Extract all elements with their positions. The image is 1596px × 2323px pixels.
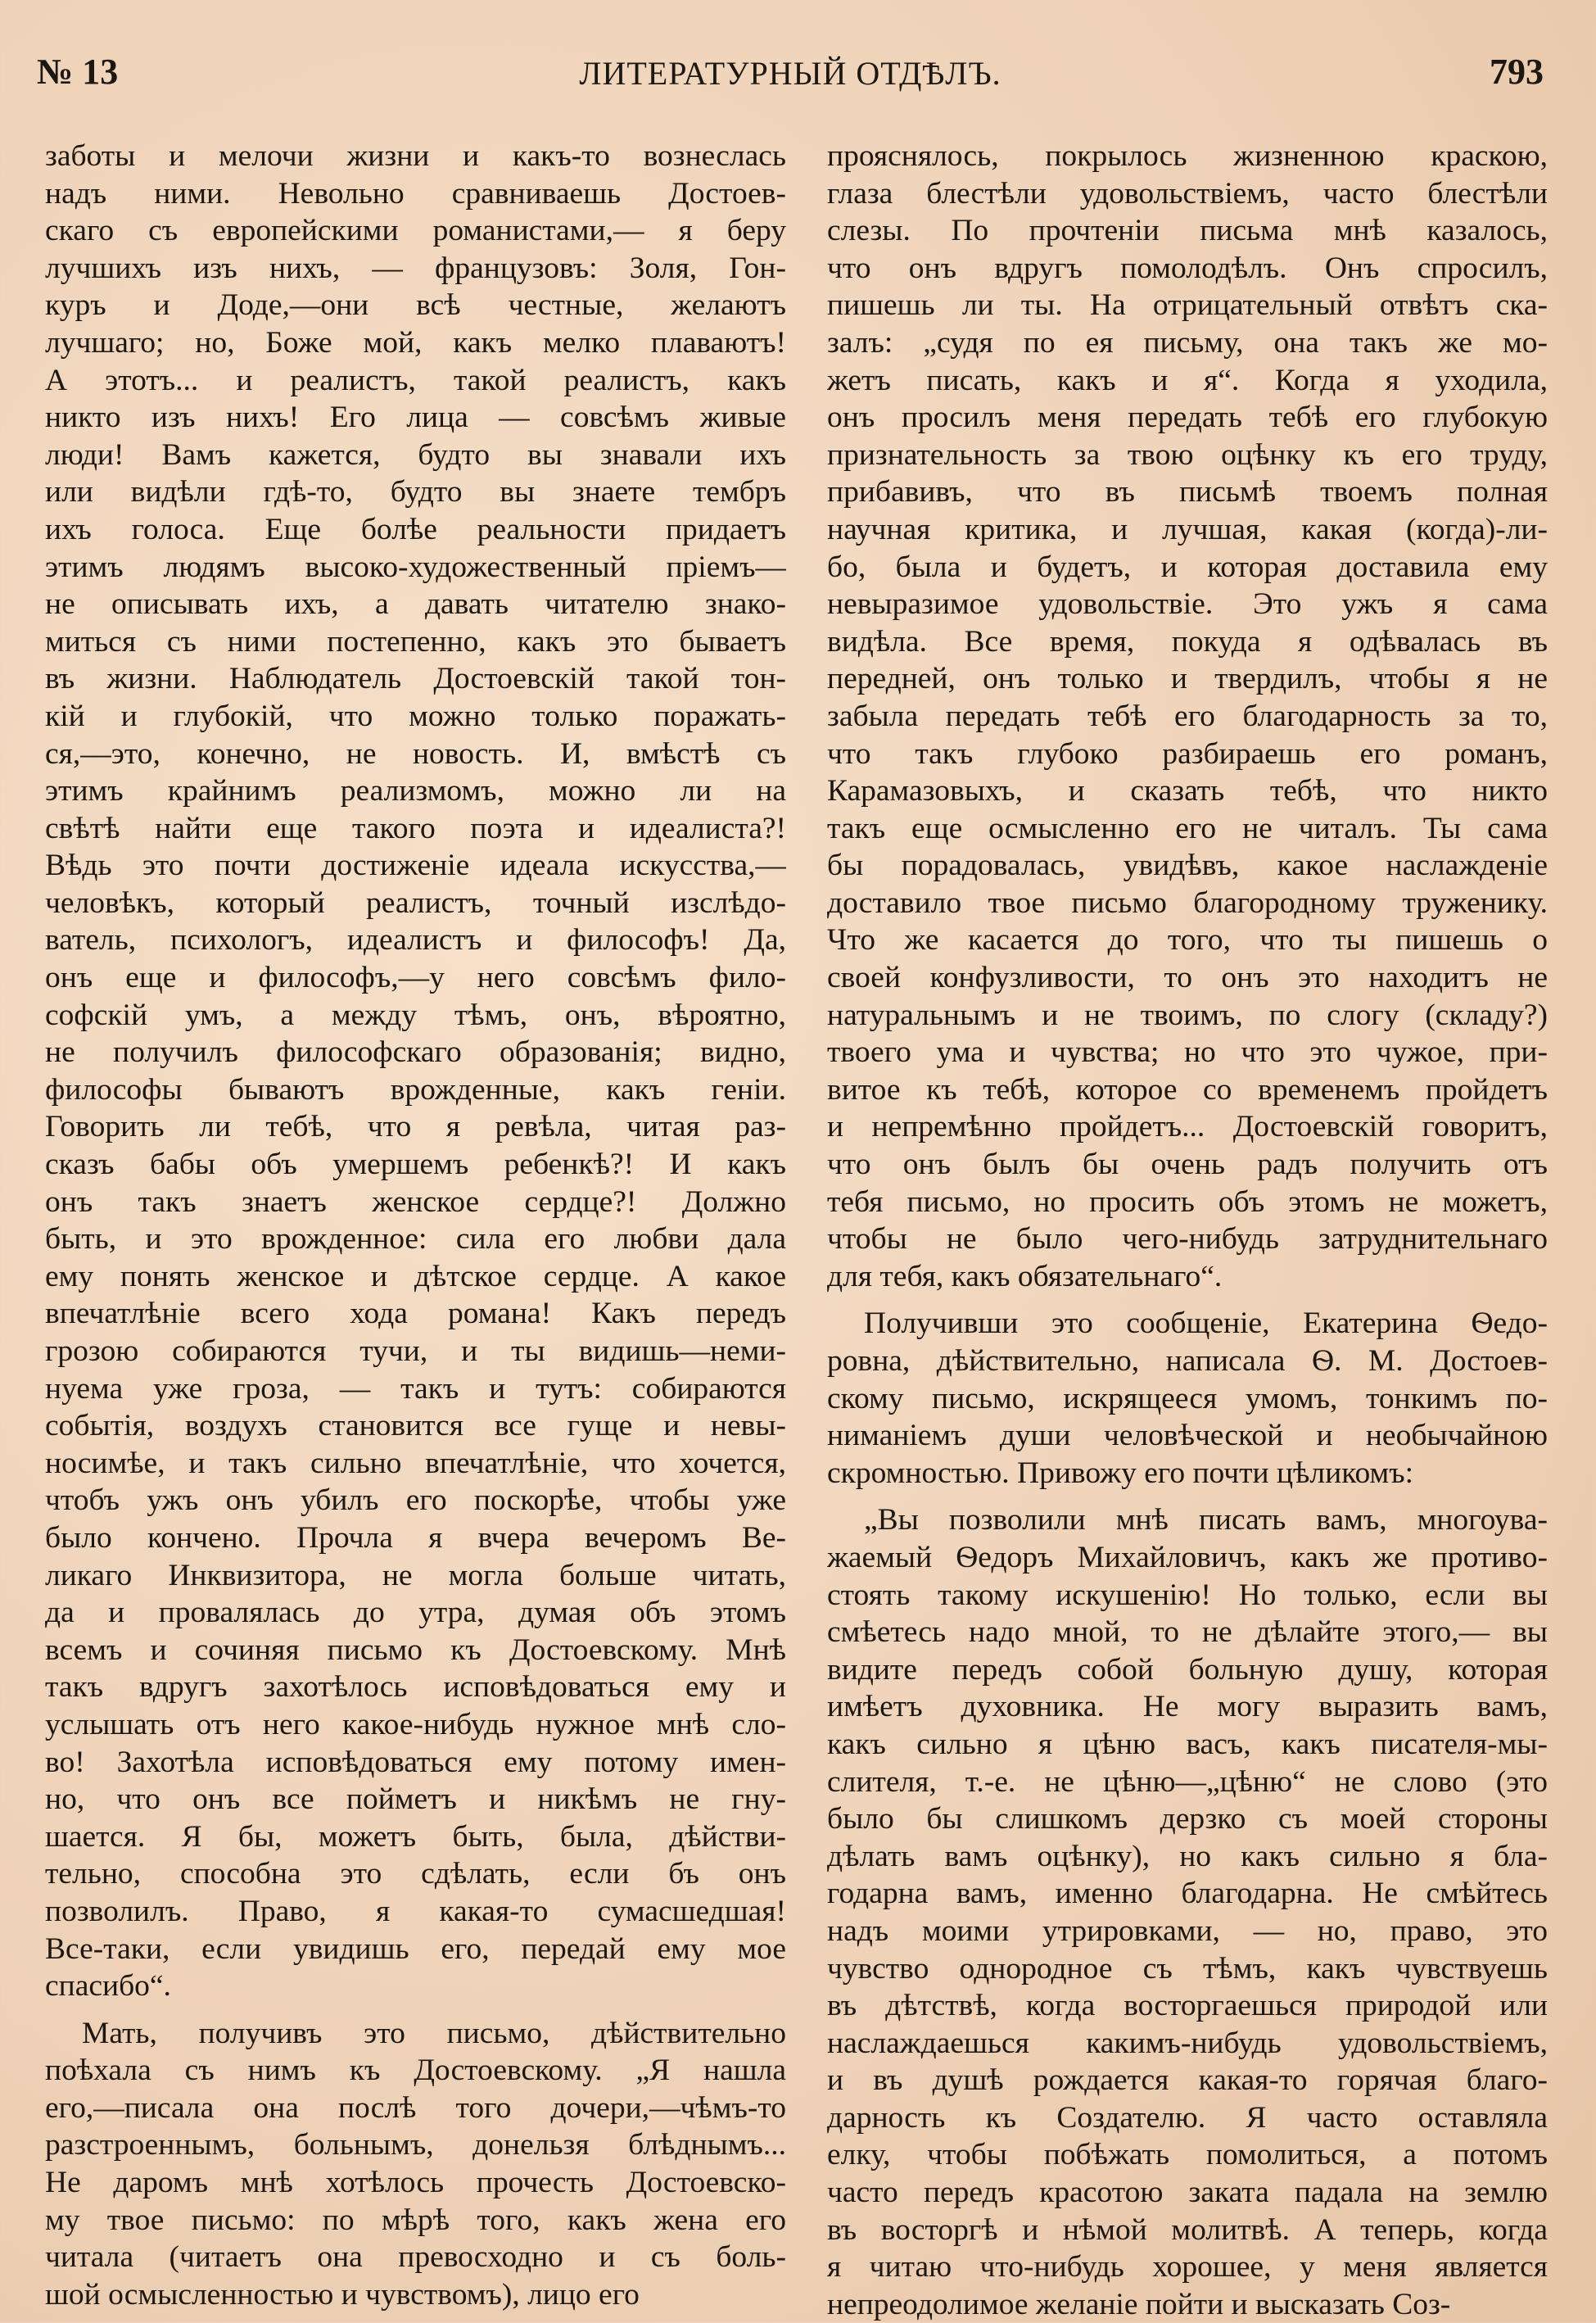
text-line: что онъ былъ бы очень радъ получить отъ — [827, 1148, 1548, 1182]
text-line: прояснялось, покрылось жизненною краскою, — [827, 139, 1548, 173]
text-line: шается. Я бы, можетъ быть, была, дѣйстви- — [45, 1819, 786, 1854]
text-line: впечатлѣніе всего хода романа! Какъ передъ — [45, 1297, 786, 1331]
text-line: не описывать ихъ, а давать читателю знако- — [45, 587, 786, 622]
text-line: залъ: „судя по ея письму, она такъ же мо- — [827, 325, 1548, 360]
text-line: но, что онъ все пойметъ и никѣмъ не гну- — [45, 1782, 786, 1817]
text-line: какъ сильно я цѣню васъ, какъ писателя-мы- — [827, 1727, 1548, 1761]
text-line: видите передъ собой больную душу, которая — [827, 1652, 1548, 1687]
text-line: ниманіемъ души человѣческой и необычайною — [827, 1419, 1548, 1453]
text-line: Что же касается до того, что ты пишешь о — [827, 923, 1548, 958]
text-line: ему понять женское и дѣтское сердце. А какое — [45, 1259, 786, 1293]
text-line: прибавивъ, что въ письмѣ твоемъ полная — [827, 475, 1548, 509]
text-line: жаемый Ѳедоръ Михайловичъ, какъ же противо- — [827, 1540, 1548, 1574]
text-line: не получилъ философскаго образованія; видно, — [45, 1035, 786, 1070]
text-line: признательность за твою оцѣнку къ его труду, — [827, 437, 1548, 472]
text-line: чтобъ ужъ онъ убилъ его поскорѣе, чтобы уже — [45, 1483, 786, 1518]
text-line: во! Захотѣла исповѣдоваться ему потому имен- — [45, 1745, 786, 1779]
text-line: жетъ писать, какъ и я“. Когда я уходила, — [827, 363, 1548, 397]
text-line: для тебя, какъ обязательнаго“. — [827, 1259, 1223, 1293]
text-line: миться съ ними постепенно, какъ это бываетъ — [45, 624, 786, 659]
text-line: наслаждаешься какимъ-нибудь удовольствіемъ, — [827, 2026, 1548, 2060]
text-line: онъ такъ знаетъ женское сердце?! Должно — [45, 1184, 786, 1219]
text-line: услышать отъ него какое-нибудь нужное мнѣ сло- — [45, 1707, 786, 1741]
text-line: въ восторгѣ и нѣмой молитвѣ. А теперь, когда — [827, 2212, 1548, 2247]
text-line: А этотъ... и реалистъ, такой реалистъ, какъ — [45, 363, 786, 397]
text-line: Говорить ли тебѣ, что я ревѣла, читая раз- — [45, 1110, 786, 1144]
text-line: было кончено. Прочла я вчера вечеромъ Ве- — [45, 1520, 786, 1555]
text-line: философы бываютъ врожденные, какъ геніи. — [45, 1072, 786, 1107]
text-line: имѣетъ духовника. Не могу выразить вамъ, — [827, 1690, 1548, 1724]
text-line: спасибо“. — [45, 1969, 171, 2004]
issue-number: № 13 — [37, 52, 119, 92]
text-line: лучшаго; но, Боже мой, какъ мелко плаваютъ! — [45, 325, 786, 360]
text-line: софскій умъ, а между тѣмъ, онъ, вѣроятно, — [45, 998, 786, 1032]
text-line: забыла передать тебѣ его благодарность за то, — [827, 699, 1548, 733]
text-line: куръ и Доде,—они всѣ честные, желаютъ — [45, 288, 786, 323]
text-line: Все-таки, если увидишь его, передай ему мое — [45, 1931, 786, 1966]
text-line: бо, была и будетъ, и которая доставила ему — [827, 550, 1548, 584]
text-line: кій и глубокій, что можно только поражать- — [45, 699, 786, 733]
text-line: чтобы не было чего-нибудь затруднительнаго — [827, 1222, 1548, 1257]
text-line: дѣлать вамъ оцѣнку), но какъ сильно я бла- — [827, 1839, 1548, 1873]
text-line: быть, и это врожденное: сила его любви дала — [45, 1222, 786, 1257]
text-line: такъ вдругъ захотѣлось исповѣдоваться ему и — [45, 1670, 786, 1705]
text-line: и непремѣнно пройдетъ... Достоевскій говоритъ, — [827, 1110, 1548, 1144]
text-line: ся,—это, конечно, не новость. И, вмѣстѣ съ — [45, 736, 786, 771]
text-line: люди! Вамъ кажется, будто вы знавали ихъ — [45, 437, 786, 472]
text-line: „Вы позволили мнѣ писать вамъ, многоува- — [864, 1503, 1548, 1537]
paragraph — [827, 1501, 1548, 2323]
text-line: всемъ и сочиняя письмо къ Достоевскому. Мнѣ — [45, 1632, 786, 1667]
text-line: онъ еще и философъ,—у него совсѣмъ фило- — [45, 961, 786, 995]
paragraph — [45, 2015, 786, 2314]
text-line: разстроеннымъ, больнымъ, донельзя блѣднымъ... — [45, 2128, 786, 2162]
text-line: его,—писала она послѣ того дочери,—чѣмъ-то — [45, 2090, 786, 2125]
text-line: Карамазовыхъ, и сказать тебѣ, что никто — [827, 774, 1548, 808]
text-line: поѣхала съ нимъ къ Достоевскому. „Я нашла — [45, 2054, 786, 2088]
text-line: грозою собираются тучи, и ты видишь—неми- — [45, 1334, 786, 1368]
text-line: шой осмысленностью и чувствомъ), лицо его — [45, 2277, 640, 2312]
text-line: было бы слишкомъ дерзко съ моей стороны — [827, 1802, 1548, 1836]
text-line: твоего ума и чувства; но что это чужое, при- — [827, 1035, 1548, 1070]
text-line: слезы. По прочтеніи письма мнѣ казалось, — [827, 214, 1548, 248]
text-line: натуральнымъ и не твоимъ, по слогу (складу?) — [827, 998, 1548, 1032]
right-column — [827, 138, 1548, 2323]
text-line: событія, воздухъ становится все гуще и невы- — [45, 1409, 786, 1443]
text-line: видѣла. Все время, покуда я одѣвалась въ — [827, 624, 1548, 659]
text-line: скаго съ европейскими романистами,— я беру — [45, 214, 786, 248]
text-line: ватель, психологъ, идеалистъ и философъ! Да, — [45, 923, 786, 958]
text-line: слителя, т.-е. не цѣню—„цѣню“ не слово (это — [827, 1764, 1548, 1799]
paragraph — [827, 138, 1548, 1295]
left-column — [45, 138, 786, 2313]
text-line: въ жизни. Наблюдатель Достоевскій такой тон- — [45, 662, 786, 696]
text-line: часто передъ красотою заката падала на землю — [827, 2176, 1548, 2210]
text-line: передней, онъ только и твердилъ, чтобы я не — [827, 662, 1548, 696]
text-line: Мать, получивъ это письмо, дѣйствительно — [82, 2016, 786, 2050]
text-line: научная критика, и лучшая, какая (когда)-ли- — [827, 512, 1548, 546]
text-line: невыразимое удовольствіе. Это ужъ я сама — [827, 587, 1548, 622]
text-line: позволилъ. Право, я какая-то сумасшедшая! — [45, 1894, 786, 1928]
text-line: своей конфузливости, то онъ это находитъ не — [827, 961, 1548, 995]
page-header — [37, 51, 1544, 108]
text-line: витое къ тебѣ, которое со временемъ пройдетъ — [827, 1072, 1548, 1107]
section-title: ЛИТЕРАТУРНЫЙ ОТДѢЛЪ. — [579, 55, 1001, 92]
text-line: бы порадовалась, увидѣвъ, какое наслажденіе — [827, 849, 1548, 883]
text-line: такъ еще осмысленно его не читалъ. Ты сама — [827, 811, 1548, 845]
text-line: скромностью. Привожу его почти цѣликомъ: — [827, 1456, 1414, 1490]
text-line: смѣетесь надо мной, то не дѣлайте этого,— вы — [827, 1615, 1548, 1650]
text-line: доставило твое письмо благородному труженику. — [827, 885, 1548, 920]
text-line: свѣтѣ найти еще такого поэта и идеалиста?! — [45, 811, 786, 845]
text-line: тебя письмо, но просить объ этомъ не можетъ, — [827, 1184, 1548, 1219]
text-line: въ дѣтствѣ, когда восторгаешься природой или — [827, 1989, 1548, 2023]
text-line: годарна вамъ, именно благодарна. Не смѣйтесь — [827, 1877, 1548, 1911]
text-line: тельно, способна это сдѣлать, если бъ онъ — [45, 1857, 786, 1891]
text-line: непреодолимое желаніе пойти и высказать Соз- — [827, 2287, 1451, 2321]
text-line: ликаго Инквизитора, не могла больше читать, — [45, 1558, 786, 1592]
text-line: читала (читаетъ она превосходно и съ боль- — [45, 2240, 786, 2275]
text-line: чувство однородное съ тѣмъ, какъ чувствуешь — [827, 1951, 1548, 1986]
text-line: человѣкъ, который реалистъ, точный изслѣдо- — [45, 885, 786, 920]
text-line: что такъ глубоко разбираешь его романъ, — [827, 736, 1548, 771]
text-line: надъ ними. Невольно сравниваешь Достоев- — [45, 176, 786, 211]
paragraph — [827, 1305, 1548, 1492]
text-line: сказъ бабы объ умершемъ ребенкѣ?! И какъ — [45, 1148, 786, 1182]
text-line: никто изъ нихъ! Его лица — совсѣмъ живые — [45, 401, 786, 435]
text-line: онъ просилъ меня передать тебѣ его глубокую — [827, 401, 1548, 435]
page-number: 793 — [1490, 52, 1544, 92]
text-line: Не даромъ мнѣ хотѣлось прочесть Достоевско- — [45, 2166, 786, 2200]
paragraph — [45, 138, 786, 2005]
text-line: лучшихъ изъ нихъ, — французовъ: Золя, Гон- — [45, 251, 786, 285]
text-line: глаза блестѣли удовольствіемъ, часто блестѣли — [827, 176, 1548, 211]
text-line: елку, чтобы побѣжать помолиться, а потомъ — [827, 2138, 1548, 2172]
text-line: заботы и мелочи жизни и какъ-то вознеслась — [45, 139, 786, 173]
text-line: Получивши это сообщеніе, Екатерина Ѳедо- — [864, 1306, 1548, 1341]
text-line: этимъ крайнимъ реализмомъ, можно ли на — [45, 774, 786, 808]
text-line: или видѣли гдѣ-то, будто вы знаете тембръ — [45, 475, 786, 509]
text-line: носимѣе, и такъ сильно впечатлѣніе, что хочется, — [45, 1446, 786, 1480]
text-line: я читаю что-нибудь хорошее, у меня является — [827, 2250, 1548, 2285]
text-line: пишешь ли ты. На отрицательный отвѣтъ ска- — [827, 288, 1548, 323]
text-line: дарность къ Создателю. Я часто оставляла — [827, 2100, 1548, 2135]
text-line: ихъ голоса. Еще болѣе реальности придаетъ — [45, 512, 786, 546]
text-line: Вѣдь это почти достиженіе идеала искусства,— — [45, 849, 786, 883]
text-line: и въ душѣ рождается какая-то горячая благо- — [827, 2063, 1548, 2098]
text-line: стоять такому искушенію! Но только, если вы — [827, 1578, 1548, 1612]
text-line: да и провалялась до утра, думая объ этомъ — [45, 1596, 786, 1630]
text-line: нуема уже гроза, — такъ и тутъ: собираются — [45, 1371, 786, 1406]
text-line: ровна, дѣйствительно, написала Ѳ. М. Достоев- — [827, 1344, 1548, 1378]
text-line: надъ моими утрировками, — но, право, это — [827, 1913, 1548, 1948]
text-line: что онъ вдругъ помолодѣлъ. Онъ спросилъ, — [827, 251, 1548, 285]
text-line: му твое письмо: по мѣрѣ того, какъ жена его — [45, 2203, 786, 2237]
text-line: скому письмо, искрящееся умомъ, тонкимъ по- — [827, 1381, 1548, 1415]
text-line: этимъ людямъ высоко-художественный пріемъ— — [45, 550, 786, 584]
